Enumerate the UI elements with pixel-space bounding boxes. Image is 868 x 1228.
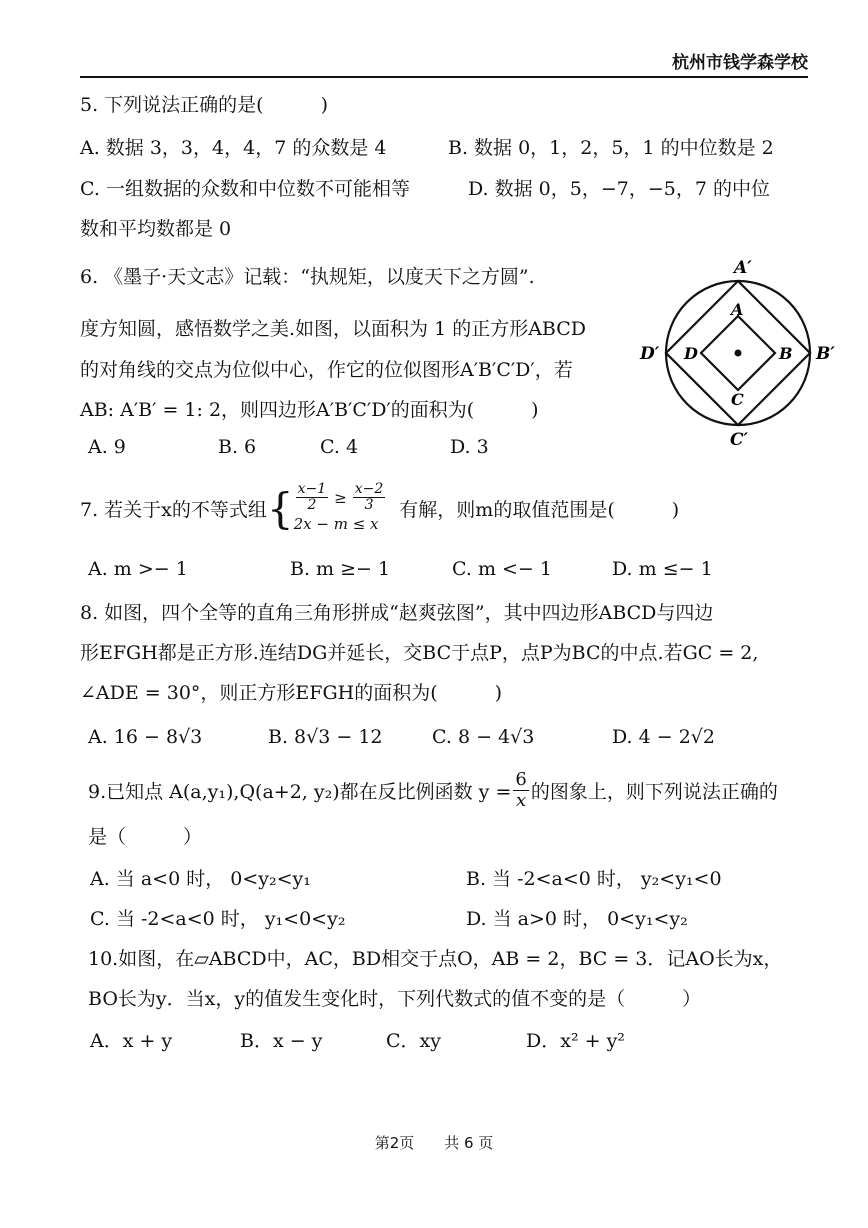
q9-option-d: D. 当 a>0 时， 0<y₁<y₂ xyxy=(466,908,688,930)
q6-figure xyxy=(630,255,850,455)
q8-line3: ∠ADE = 30°，则正方形EFGH的面积为( ) xyxy=(80,682,503,704)
q8-line2: 形EFGH都是正方形.连结DG并延长，交BC于点P，点P为BC的中点.若GC = 2, xyxy=(80,642,759,664)
fraction-1-num: x−1 xyxy=(297,481,327,497)
fraction-2-den: 3 xyxy=(364,497,374,513)
label-b-prime: B′ xyxy=(816,344,835,364)
header-rule xyxy=(80,76,808,78)
q5-option-d: D. 数据 0，5，−7，−5，7 的中位 xyxy=(468,178,770,200)
q7-stem xyxy=(80,482,679,535)
label-a: A xyxy=(731,300,744,319)
fraction-1-den: 2 xyxy=(307,497,317,513)
inequality-2: 2x − m ≤ x xyxy=(293,515,379,533)
q7-option-b: B. m ≥− 1 xyxy=(290,558,391,580)
q9-prefix: 9.已知点 A(a,y₁),Q(a+2, y₂)都在反比例函数 y = xyxy=(88,781,512,803)
q5-option-b: B. 数据 0，1，2，5，1 的中位数是 2 xyxy=(448,137,774,159)
center-point xyxy=(735,350,742,357)
label-b: B xyxy=(779,344,793,363)
q7-option-d: D. m ≤− 1 xyxy=(612,558,713,580)
q10-line2: BO长为y．当x，y的值发生变化时，下列代数式的值不变的是（ ） xyxy=(88,988,702,1010)
q6-line2: 度方知圆，感悟数学之美.如图，以面积为 1 的正方形ABCD xyxy=(80,318,587,340)
q5-option-d-cont: 数和平均数都是 0 xyxy=(80,218,232,240)
q9-fraction xyxy=(513,770,528,811)
q10-line1: 10.如图，在▱ABCD中，AC，BD相交于点O，AB = 2，BC = 3．记AO长为x， xyxy=(88,948,783,970)
q9-option-c: C. 当 -2<a<0 时， y₁<0<y₂ xyxy=(90,908,346,930)
q9-fraction-den: x xyxy=(516,790,527,811)
system-brace: { xyxy=(266,483,294,533)
fraction-1 xyxy=(296,482,329,513)
q8-option-d: D. 4 − 2√2 xyxy=(612,726,716,748)
q9-line2: 是（ ） xyxy=(88,826,203,848)
fraction-2 xyxy=(353,482,386,513)
q8-option-c: C. 8 − 4√3 xyxy=(432,726,535,748)
q5-option-a: A. 数据 3，3，4，4，7 的众数是 4 xyxy=(80,137,387,159)
inequality-1 xyxy=(294,482,388,513)
q6-line1: 6. 《墨子·天文志》记载：“执规矩，以度天下之方圆”. xyxy=(80,266,535,288)
q9-stem xyxy=(88,770,778,811)
label-c-prime: C′ xyxy=(730,430,749,450)
label-c: C xyxy=(731,390,744,409)
q5-stem: 5. 下列说法正确的是( ) xyxy=(80,94,328,116)
q6-line3: 的对角线的交点为位似中心，作它的位似图形A′B′C′D′，若 xyxy=(80,359,573,381)
q7-prefix: 7. 若关于x的不等式组 xyxy=(80,499,267,521)
q6-option-b: B. 6 xyxy=(218,436,257,458)
q10-option-d: D．x² + y² xyxy=(526,1030,625,1052)
q9-fraction-num: 6 xyxy=(515,769,527,790)
q6-option-d: D. 3 xyxy=(450,436,489,458)
q6-line4: AB: A′B′ = 1: 2，则四边形A′B′C′D′的面积为( ) xyxy=(80,399,539,421)
school-name: 杭州市钱学森学校 xyxy=(672,53,808,73)
q9-option-b: B. 当 -2<a<0 时， y₂<y₁<0 xyxy=(466,868,722,890)
label-d: D xyxy=(684,344,698,363)
q7-option-a: A. m >− 1 xyxy=(88,558,188,580)
q8-line1: 8. 如图，四个全等的直角三角形拼成“赵爽弦图”，其中四边形ABCD与四边 xyxy=(80,602,714,624)
q10-option-a: A．x + y xyxy=(90,1030,173,1052)
q10-option-c: C．xy xyxy=(386,1030,441,1052)
q10-option-b: B．x − y xyxy=(240,1030,323,1052)
q8-option-b: B. 8√3 − 12 xyxy=(268,726,383,748)
q5-option-c: C. 一组数据的众数和中位数不可能相等 xyxy=(80,178,410,200)
inequality-system xyxy=(294,482,388,535)
q9-suffix: 的图象上，则下列说法正确的 xyxy=(530,781,778,803)
q7-option-c: C. m <− 1 xyxy=(452,558,552,580)
q6-option-a: A. 9 xyxy=(88,436,126,458)
q6-option-c: C. 4 xyxy=(320,436,359,458)
q8-option-a: A. 16 − 8√3 xyxy=(88,726,203,748)
page-number: 第2页 共 6 页 xyxy=(374,1134,494,1152)
fraction-2-num: x−2 xyxy=(354,481,384,497)
label-d-prime: D′ xyxy=(640,344,660,364)
q7-suffix: 有解，则m的取值范围是( ) xyxy=(399,499,680,521)
label-a-prime: A′ xyxy=(734,258,752,278)
q9-option-a: A. 当 a<0 时， 0<y₂<y₁ xyxy=(90,868,311,890)
geq-sign: ≥ xyxy=(334,488,347,507)
